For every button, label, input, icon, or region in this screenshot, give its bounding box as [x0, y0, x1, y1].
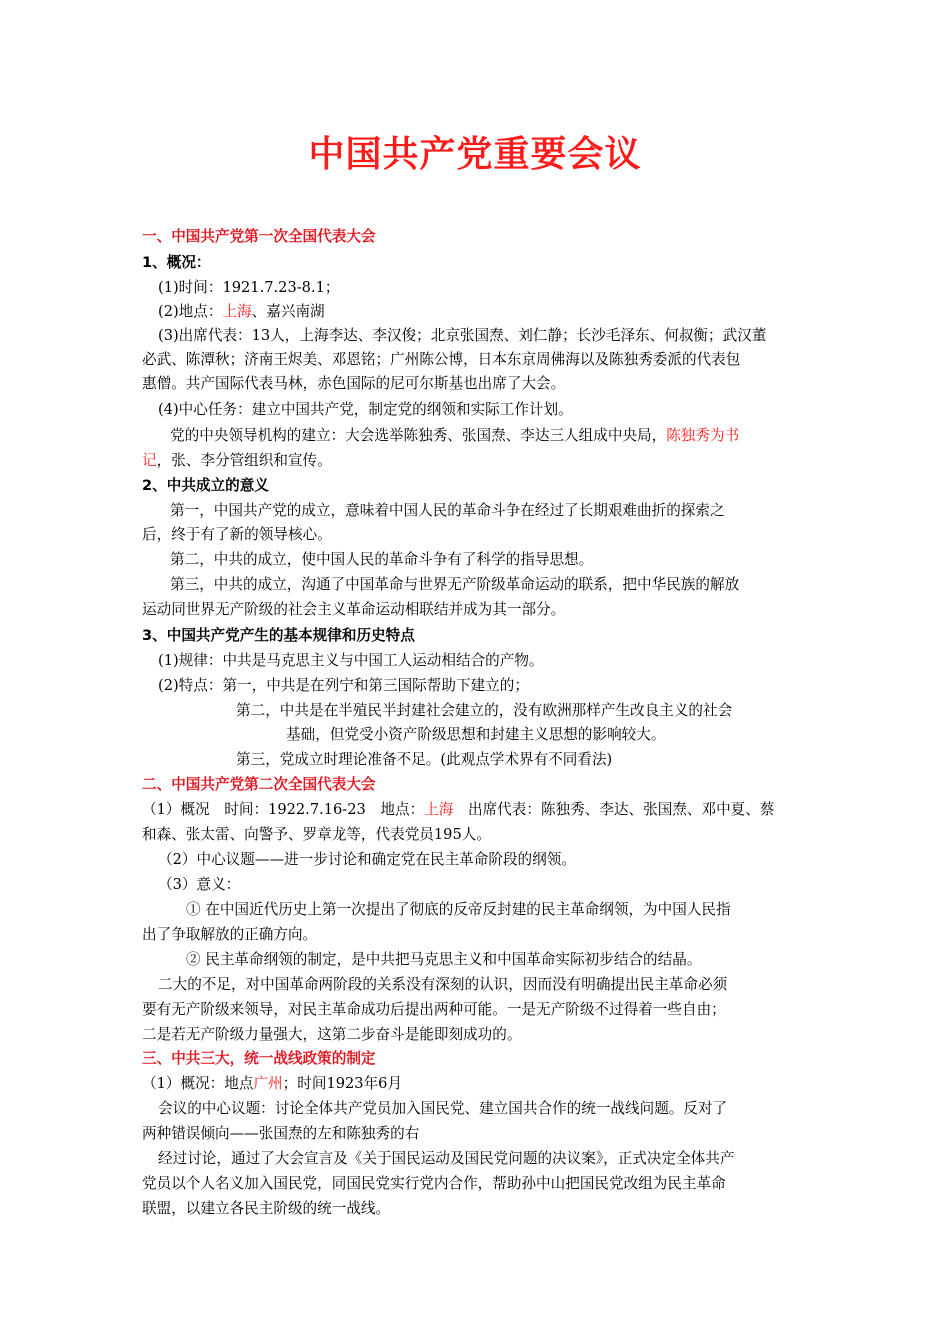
- significance-1-line-1: 第一，中国共产党的成立，意味着中国人民的革命斗争在经过了长期艰难曲折的探索之: [170, 502, 725, 519]
- subheading-significance: 2、中共成立的意义: [142, 477, 269, 494]
- congress2-significance-label: （3）意义：: [158, 876, 241, 893]
- section-3-heading: 三、中共三大，统一战线政策的制定: [142, 1050, 376, 1067]
- congress2-shortcoming-line-2: 要有无产阶级来领导，对民主革命成功后提出两种可能。一是无产阶级不过得着一些自由；: [142, 1001, 726, 1018]
- rule-line: (1)规律：中共是马克思主义与中国工人运动相结合的产物。: [158, 652, 544, 669]
- congress3-overview: （1）概况：地点广州；时间1923年6月: [142, 1075, 403, 1092]
- leadership-line-1: 党的中央领导机构的建立：大会选举陈独秀、张国焘、李达三人组成中央局，陈独秀为书: [170, 427, 740, 444]
- congress3-result-line-2: 党员以个人名义加入国民党，同国民党实行党内合作，帮助孙中山把国民党改组为民主革命: [142, 1175, 726, 1192]
- significance-2: 第二，中共的成立，使中国人民的革命斗争有了科学的指导思想。: [170, 551, 594, 568]
- congress3-topic-line-1: 会议的中心议题：讨论全体共产党员加入国民党、建立国共合作的统一战线问题。反对了: [158, 1100, 728, 1117]
- feature-2-line-1: 第二，中共是在半殖民半封建社会建立的，没有欧洲那样产生改良主义的社会: [236, 702, 733, 719]
- congress3-result-line-1: 经过讨论，通过了大会宣言及《关于国民运动及国民党问题的决议案》，正式决定全体共产: [158, 1150, 735, 1167]
- congress2-shortcoming-line-1: 二大的不足，对中国革命两阶段的关系没有深刻的认识，因而没有明确提出民主革命必须: [158, 976, 728, 993]
- congress2-central-topic: （2）中心议题——进一步讨论和确定党在民主革命阶段的纲领。: [158, 851, 576, 868]
- congress3-result-line-3: 联盟，以建立各民主阶级的统一战线。: [142, 1200, 391, 1217]
- significance-3-line-1: 第三，中共的成立，沟通了中国革命与世界无产阶级革命运动的联系，把中华民族的解放: [170, 576, 740, 593]
- central-task: (4)中心任务：建立中国共产党，制定党的纲领和实际工作计划。: [158, 401, 573, 418]
- attendees-line-3: 惠僧。共产国际代表马林，赤色国际的尼可尔斯基也出席了大会。: [142, 375, 566, 392]
- feature-2-line-2: 基础，但党受小资产阶级思想和封建主义思想的影响较大。: [286, 726, 666, 743]
- attendees-line-1: (3)出席代表：13人，上海李达、李汉俊；北京张国焘、刘仁静；长沙毛泽东、何叔衡；武汉董: [158, 327, 767, 344]
- congress3-topic-line-2: 两种错误倾向——张国焘的左和陈独秀的右: [142, 1125, 420, 1142]
- congress2-overview-line-2: 和森、张太雷、向警予、罗章龙等，代表党员195人。: [142, 826, 491, 843]
- subheading-overview: 1、概况：: [142, 254, 211, 271]
- page-title: 中国共产党重要会议: [308, 134, 642, 175]
- meeting-place: (2)地点：上海、嘉兴南湖: [158, 303, 325, 320]
- feature-1: (2)特点：第一，中共是在列宁和第三国际帮助下建立的；: [158, 677, 529, 694]
- section-2-heading: 二、中国共产党第二次全国代表大会: [142, 776, 376, 793]
- leadership-line-2: 记，张、李分管组织和宣传。: [142, 452, 332, 469]
- congress2-significance-2: ② 民主革命纲领的制定，是中共把马克思主义和中国革命实际初步结合的结晶。: [186, 951, 702, 968]
- subheading-features: 3、中国共产党产生的基本规律和历史特点: [142, 627, 415, 644]
- congress2-significance-1-line-1: ① 在中国近代历史上第一次提出了彻底的反帝反封建的民主革命纲领，为中国人民指: [186, 901, 731, 918]
- significance-3-line-2: 运动同世界无产阶级的社会主义革命运动相联结并成为其一部分。: [142, 601, 566, 618]
- section-1-heading: 一、中国共产党第一次全国代表大会: [142, 228, 376, 245]
- feature-3: 第三，党成立时理论准备不足。(此观点学术界有不同看法): [236, 751, 613, 768]
- attendees-line-2: 必武、陈潭秋；济南王烬美、邓恩铭；广州陈公博，日本东京周佛海以及陈独秀委派的代表包: [142, 351, 741, 368]
- congress2-overview-line-1: （1）概况 时间：1922.7.16-23 地点：上海 出席代表：陈独秀、李达、张国焘、邓中夏、蔡: [142, 801, 775, 818]
- congress2-significance-1-line-2: 出了争取解放的正确方向。: [142, 926, 318, 943]
- congress2-shortcoming-line-3: 二是若无产阶级力量强大，这第二步奋斗是能即刻成功的。: [142, 1026, 522, 1043]
- significance-1-line-2: 后，终于有了新的领导核心。: [142, 526, 332, 543]
- meeting-time: (1)时间：1921.7.23-8.1；: [158, 279, 340, 296]
